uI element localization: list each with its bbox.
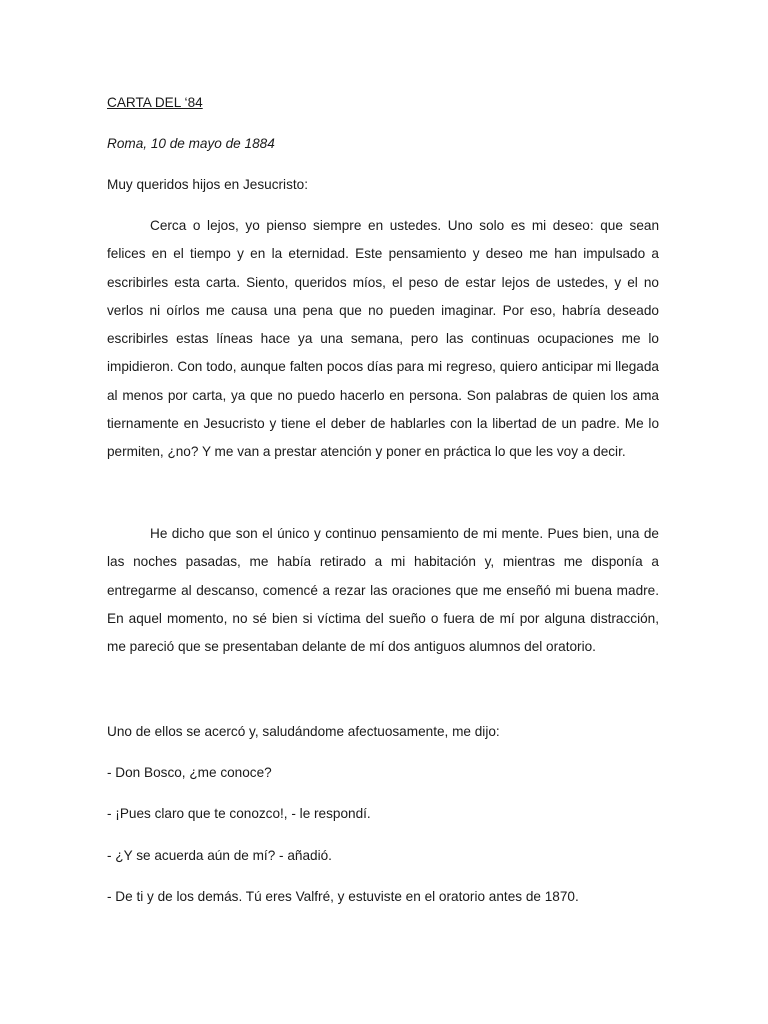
dialogue-line: - ¡Pues claro que te conozco!, - le respondí.	[107, 806, 371, 821]
dialogue-line: - ¿Y se acuerda aún de mí? - añadió.	[107, 848, 332, 863]
paragraph-2: He dicho que son el único y continuo pensamiento de mi mente. Pues bien, una de las noches pasadas, me había retirado a mi habitación y, mientras me disponía a entregarme al descanso, comencé a rezar las oraciones que me enseñó mi buena madre. En aquel momento, no sé bien si víctima del sueño o fuera de mí por alguna distracción, me pareció que se presentaban delante de mí dos antiguos alumnos del oratorio.	[107, 526, 659, 655]
dialogue-line: Uno de ellos se acercó y, saludándome afectuosamente, me dijo:	[107, 724, 500, 739]
dialogue-line: - De ti y de los demás. Tú eres Valfré, y estuviste en el oratorio antes de 1870.	[107, 889, 579, 904]
salutation: Muy queridos hijos en Jesucristo:	[107, 177, 308, 192]
document-title: CARTA DEL ‘84	[107, 95, 203, 110]
paragraph-1: Cerca o lejos, yo pienso siempre en ustedes. Uno solo es mi deseo: que sean felices en el tiempo y en la eternidad. Este pensamiento y deseo me han impulsado a escribirles esta carta. Siento, queridos míos, el peso de estar lejos de ustedes, y el no verlos ni oírlos me causa una pena que no pueden imaginar. Por eso, habría deseado escribirles estas líneas hace ya una semana, pero las continuas ocupaciones me lo impidieron. Con todo, aunque falten pocos días para mi regreso, quiero anticipar mi llegada al menos por carta, ya que no puedo hacerlo en persona. Son palabras de quien los ama tiernamente en Jesucristo y tiene el deber de hablarles con la libertad de un padre. Me lo permiten, ¿no? Y me van a prestar atención y poner en práctica lo que les voy a decir.	[107, 218, 659, 460]
dialogue-line: - Don Bosco, ¿me conoce?	[107, 765, 272, 780]
document-date: Roma, 10 de mayo de 1884	[107, 136, 275, 151]
